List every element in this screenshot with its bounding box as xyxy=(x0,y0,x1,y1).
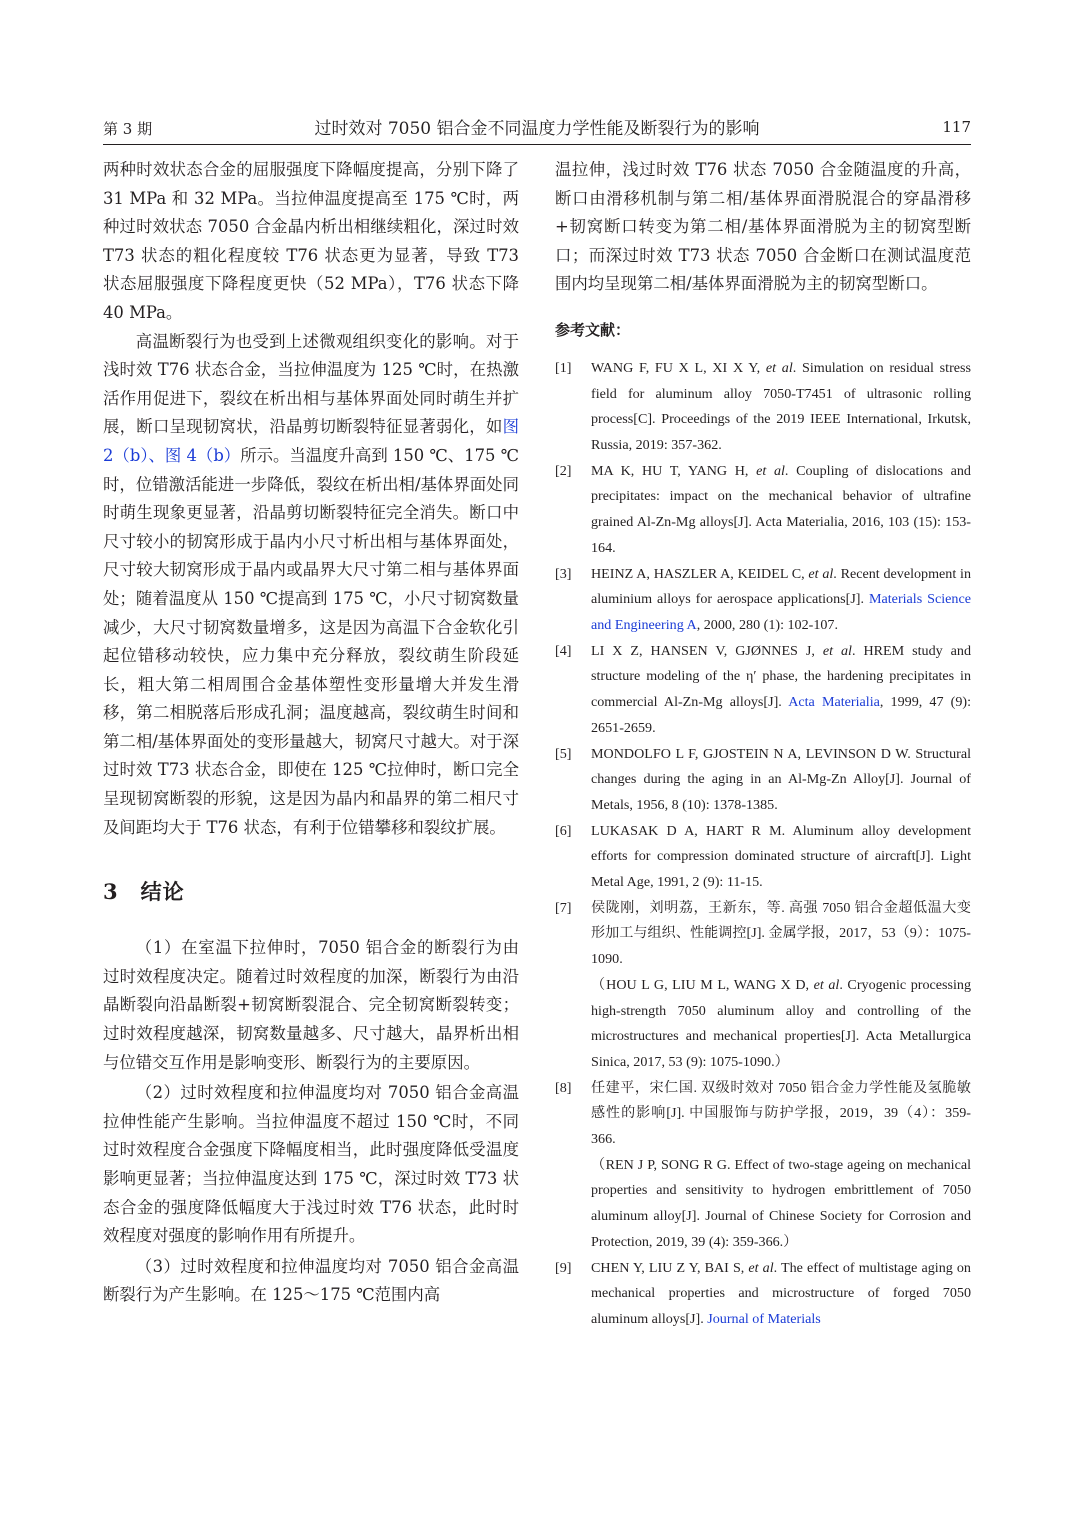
section-heading-conclusion xyxy=(103,876,519,906)
reference-journal-link[interactable]: Acta Materialia xyxy=(788,694,880,711)
reference-item xyxy=(555,459,971,562)
reference-text: LUKASAK D A, HART R M. Aluminum alloy development efforts for compression dominated structure of aircraft[J]. Light Metal Age, 1991, 2 (9): 11-15. xyxy=(591,822,971,891)
section-number: 3 xyxy=(103,879,119,905)
paragraph-text: 高温断裂行为也受到上述微观组织变化的影响。对于浅时效 T76 状态合金，当拉伸温度为 125 ℃时，在热激活作用促进下，裂纹在析出相与基体界面处同时萌生并扩展，断口呈现韧窝状，沿晶剪切断裂特征显著弱化，如 xyxy=(103,331,519,437)
references-heading: 参考文献： xyxy=(555,320,631,339)
running-header xyxy=(103,108,971,145)
reference-item xyxy=(555,356,971,459)
conclusion-3: （3）过时效程度和拉伸温度均对 7050 铝合金高温断裂行为产生影响。在 125～175 ℃范围内高 xyxy=(103,1256,519,1305)
reference-text: . Coupling of dislocations and precipitates: impact on the mechanical behavior of ultrafine grained Al-Zn-Mg alloys[J]. Acta Materialia, 2016, 103 (15): 153-164. xyxy=(591,462,971,556)
reference-translation xyxy=(591,973,971,1076)
conclusion-3-continued: 温拉伸，浅过时效 T76 状态 7050 合金随温度的升高，断口由滑移机制与第二相/基体界面滑脱混合的穿晶滑移+韧窝断口转变为第二相/基体界面滑脱为主的韧窝型断口；而深过时效 T73 状态 7050 合金断口在测试温度范围内均呈现第二相/基体界面滑脱为主的韧窝型断口。 xyxy=(555,160,971,294)
figure-reference-link[interactable]: 图 2（b）、图 4（b） xyxy=(103,417,519,465)
reference-text: . Recent development in aluminium alloys for aerospace applications[J]. xyxy=(591,565,971,608)
reference-index: [4] xyxy=(555,642,572,659)
reference-item xyxy=(555,639,971,742)
reference-index: [1] xyxy=(555,359,572,376)
reference-et-al: et al xyxy=(765,359,793,376)
reference-item xyxy=(555,819,971,896)
reference-index: [5] xyxy=(555,745,572,762)
reference-et-al: et al xyxy=(808,565,834,582)
page-number: 117 xyxy=(942,118,971,136)
reference-index: [7] xyxy=(555,899,572,916)
reference-translation-text: . Cryogenic processing high-strength 7050 aluminum alloy and controlling of the microstructures and mechanical properties[J]. Acta Metallurgica Sinica, 2017, 53 (9): 1075-1090.） xyxy=(591,976,971,1070)
conclusion-1: （1）在室温下拉伸时，7050 铝合金的断裂行为由过时效程度决定。随着过时效程度的加深，断裂行为由沿晶断裂向沿晶断裂+韧窝断裂混合、完全韧窝断裂转变；过时效程度越深，韧窝数量越多、尺寸越大，晶界析出相与位错交互作用是影响变形、断裂行为的主要原因。 xyxy=(103,938,519,1072)
reference-translation-text: （HOU L G, LIU M L, WANG X D, xyxy=(591,976,814,993)
right-column xyxy=(555,156,971,1333)
reference-text: WANG F, FU X L, XI X Y, xyxy=(591,359,766,376)
reference-item xyxy=(555,1256,971,1333)
reference-index: [8] xyxy=(555,1079,572,1096)
reference-item xyxy=(555,562,971,639)
reference-item xyxy=(555,742,971,819)
reference-index: [3] xyxy=(555,565,572,582)
reference-text: . Simulation on residual stress field for aluminum alloy 7050-T7451 of ultrasonic rolling process[C]. Proceedings of the 2019 IEEE International, Irkutsk, Russia, 2019: 357-362. xyxy=(591,359,971,454)
reference-text: 侯陇刚，刘明荔，王新东，等. 高强 7050 铝合金超低温大变形加工与组织、性能调控[J]. 金属学报，2017，53（9）：1075-1090. xyxy=(591,899,971,968)
reference-text: MA K, HU T, YANG H, xyxy=(591,462,757,479)
reference-et-al: et al xyxy=(748,1259,774,1276)
reference-index: [2] xyxy=(555,462,572,479)
reference-index: [9] xyxy=(555,1259,572,1276)
paragraph-fracture-behavior xyxy=(103,328,519,843)
reference-et-al: et al xyxy=(756,462,785,479)
reference-text: , 2000, 280 (1): 102-107. xyxy=(696,617,839,633)
reference-et-al: et al xyxy=(813,976,840,993)
reference-translation-text: （REN J P, SONG R G. Effect of two-stage ageing on mechanical properties and sensitivity to hydrogen embrittlement of 7050 aluminum alloy[J]. Journal of Chinese Society for Corrosion and Protection, 2019, 39 (4): 359-366.） xyxy=(591,1156,971,1250)
reference-text: CHEN Y, LIU Z Y, BAI S, xyxy=(591,1259,749,1276)
reference-item xyxy=(555,1076,971,1256)
left-column xyxy=(103,156,519,1310)
reference-text: MONDOLFO L F, GJOSTEIN N A, LEVINSON D W. Structural changes during the aging in an Al-Mg-Zn Alloy[J]. Journal of Metals, 1956, 8 (10): 1378-1385. xyxy=(591,745,971,813)
paragraph-yield-strength: 两种时效状态合金的屈服强度下降幅度提高，分别下降了 31 MPa 和 32 MPa。当拉伸温度提高至 175 ℃时，两种过时效状态 7050 合金晶内析出相继续粗化，深过时效 T73 状态的粗化程度较 T76 状态更为显著，导致 T73 状态屈服强度下降程度更快（52 MPa），T76 状态下降 40 MPa。 xyxy=(103,160,519,322)
reference-et-al: et al xyxy=(822,642,852,659)
section-title: 结论 xyxy=(140,879,185,905)
paragraph-text: 所示。当温度升高到 150 ℃、175 ℃时，位错激活能进一步降低，裂纹在析出相/基体界面处同时萌生现象更显著，沿晶剪切断裂特征完全消失。断口中尺寸较小的韧窝形成于晶内小尺寸析出相与基体界面处，尺寸较大韧窝形成于晶内或晶界大尺寸第二相与基体界面处；随着温度从 150 ℃提高到 175 ℃，小尺寸韧窝数量减少，大尺寸韧窝数量增多，这是因为高温下合金软化引起位错移动较快，应力集中充分释放，裂纹萌生阶段延长，粗大第二相周围合金基体塑性变形量增大并发生滑移，第二相脱落后形成孔洞；温度越高，裂纹萌生时间和第二相/基体界面处的变形量越大，韧窝尺寸越大。对于深过时效 T73 状态合金，即使在 125 ℃拉伸时，断口完全呈现韧窝断裂的形貌，这是因为晶内和晶界的第二相尺寸及间距均大于 T76 状态，有利于位错攀移和裂纹扩展。 xyxy=(103,445,519,837)
reference-text: . HREM study and structure modeling of the η′ phase, the hardening precipitates in commercial Al-Zn-Mg alloys[J]. xyxy=(591,642,971,711)
reference-journal-link[interactable]: Materials Science and Engineering A xyxy=(591,591,971,633)
conclusion-2: （2）过时效程度和拉伸温度均对 7050 铝合金高温拉伸性能产生影响。当拉伸温度不超过 150 ℃时，不同过时效程度合金强度下降幅度相当，此时强度降低受温度影响更显著；当拉伸温度达到 175 ℃，深过时效 T73 状态合金的强度降低幅度大于浅过时效 T76 状态，此时时效程度对强度的影响作用有所提升。 xyxy=(103,1083,519,1246)
reference-journal-link[interactable]: Journal of Materials xyxy=(707,1310,821,1327)
issue-number: 第 3 期 xyxy=(103,120,153,138)
reference-text: LI X Z, HANSEN V, GJØNNES J, xyxy=(591,642,823,659)
running-title: 过时效对 7050 铝合金不同温度力学性能及断裂行为的影响 xyxy=(314,119,760,139)
reference-translation xyxy=(591,1153,971,1256)
reference-text: , 1999, 47 (9): 2651-2659. xyxy=(591,694,972,736)
reference-text: 任建平，宋仁国. 双级时效对 7050 铝合金力学性能及氢脆敏感性的影响[J]. 中国服饰与防护学报，2019，39（4）：359-366. xyxy=(591,1079,971,1148)
reference-item xyxy=(555,896,971,1076)
reference-text: HEINZ A, HASZLER A, KEIDEL C, xyxy=(591,565,809,582)
reference-list xyxy=(555,356,971,1333)
reference-index: [6] xyxy=(555,822,572,839)
reference-text: . The effect of multistage aging on mechanical properties and microstructure of forged 7050 aluminum alloys[J]. xyxy=(591,1259,971,1327)
